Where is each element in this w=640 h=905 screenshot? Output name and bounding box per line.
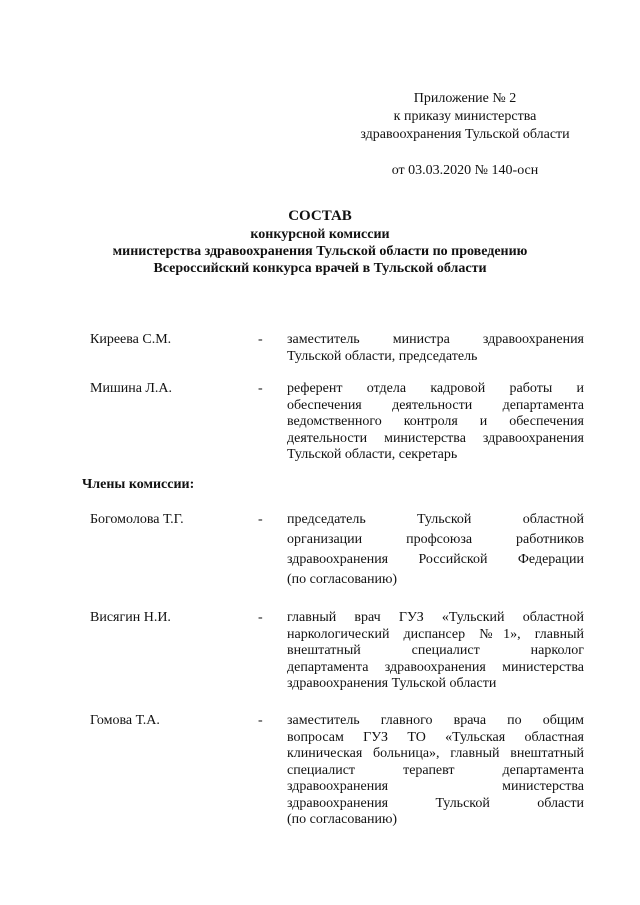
member-name: Киреева С.М. <box>90 332 172 347</box>
member-name: Висягин Н.И. <box>90 610 171 625</box>
member-role: председатель Тульской областной организации профсоюза работников здравоохранения Российской Федерации (по согласованию) <box>287 512 584 587</box>
document-title <box>0 208 640 277</box>
document-header <box>340 90 590 180</box>
appendix-date: от 03.03.2020 № 140-осн <box>391 163 539 178</box>
member-name: Мишина Л.А. <box>90 381 173 396</box>
member-name: Богомолова Т.Г. <box>90 512 184 527</box>
dash-separator: - <box>258 381 263 396</box>
member-role: заместитель главного врача по общим вопросам ГУЗ ТО «Тульская областная клиническая больница», главный внештатный специалист терапевт департамента здравоохранения министерства здравоохранения Тульской области (по согласованию) <box>287 713 584 827</box>
appendix-order-ref: к приказу министерства <box>393 109 537 124</box>
dash-separator: - <box>258 610 263 625</box>
dash-separator: - <box>258 713 263 728</box>
dash-separator: - <box>258 512 263 527</box>
title-sub-2: министерства здравоохранения Тульской области по проведению <box>112 244 528 259</box>
member-role: референт отдела кадровой работы и обеспечения деятельности департамента ведомственного контроля и обеспечения деятельности министерства здравоохранения Тульской области, секретарь <box>287 381 584 462</box>
member-role: главный врач ГУЗ «Тульский областной наркологический диспансер №1», главный внештатный специалист нарколог департамента здравоохранения министерства здравоохранения Тульской области <box>287 610 584 691</box>
title-main: СОСТАВ <box>288 208 352 224</box>
member-name: Гомова Т.А. <box>90 713 160 728</box>
title-sub-3: Всероссийский конкурса врачей в Тульской области <box>153 261 487 276</box>
section-title-members: Члены комиссии: <box>82 477 195 492</box>
dash-separator: - <box>258 332 263 347</box>
title-sub-1: конкурсной комиссии <box>250 227 390 242</box>
appendix-ministry: здравоохранения Тульской области <box>360 127 570 142</box>
appendix-number: Приложение № 2 <box>413 91 517 106</box>
member-role: заместитель министра здравоохранения Тульской области, председатель <box>287 332 584 364</box>
